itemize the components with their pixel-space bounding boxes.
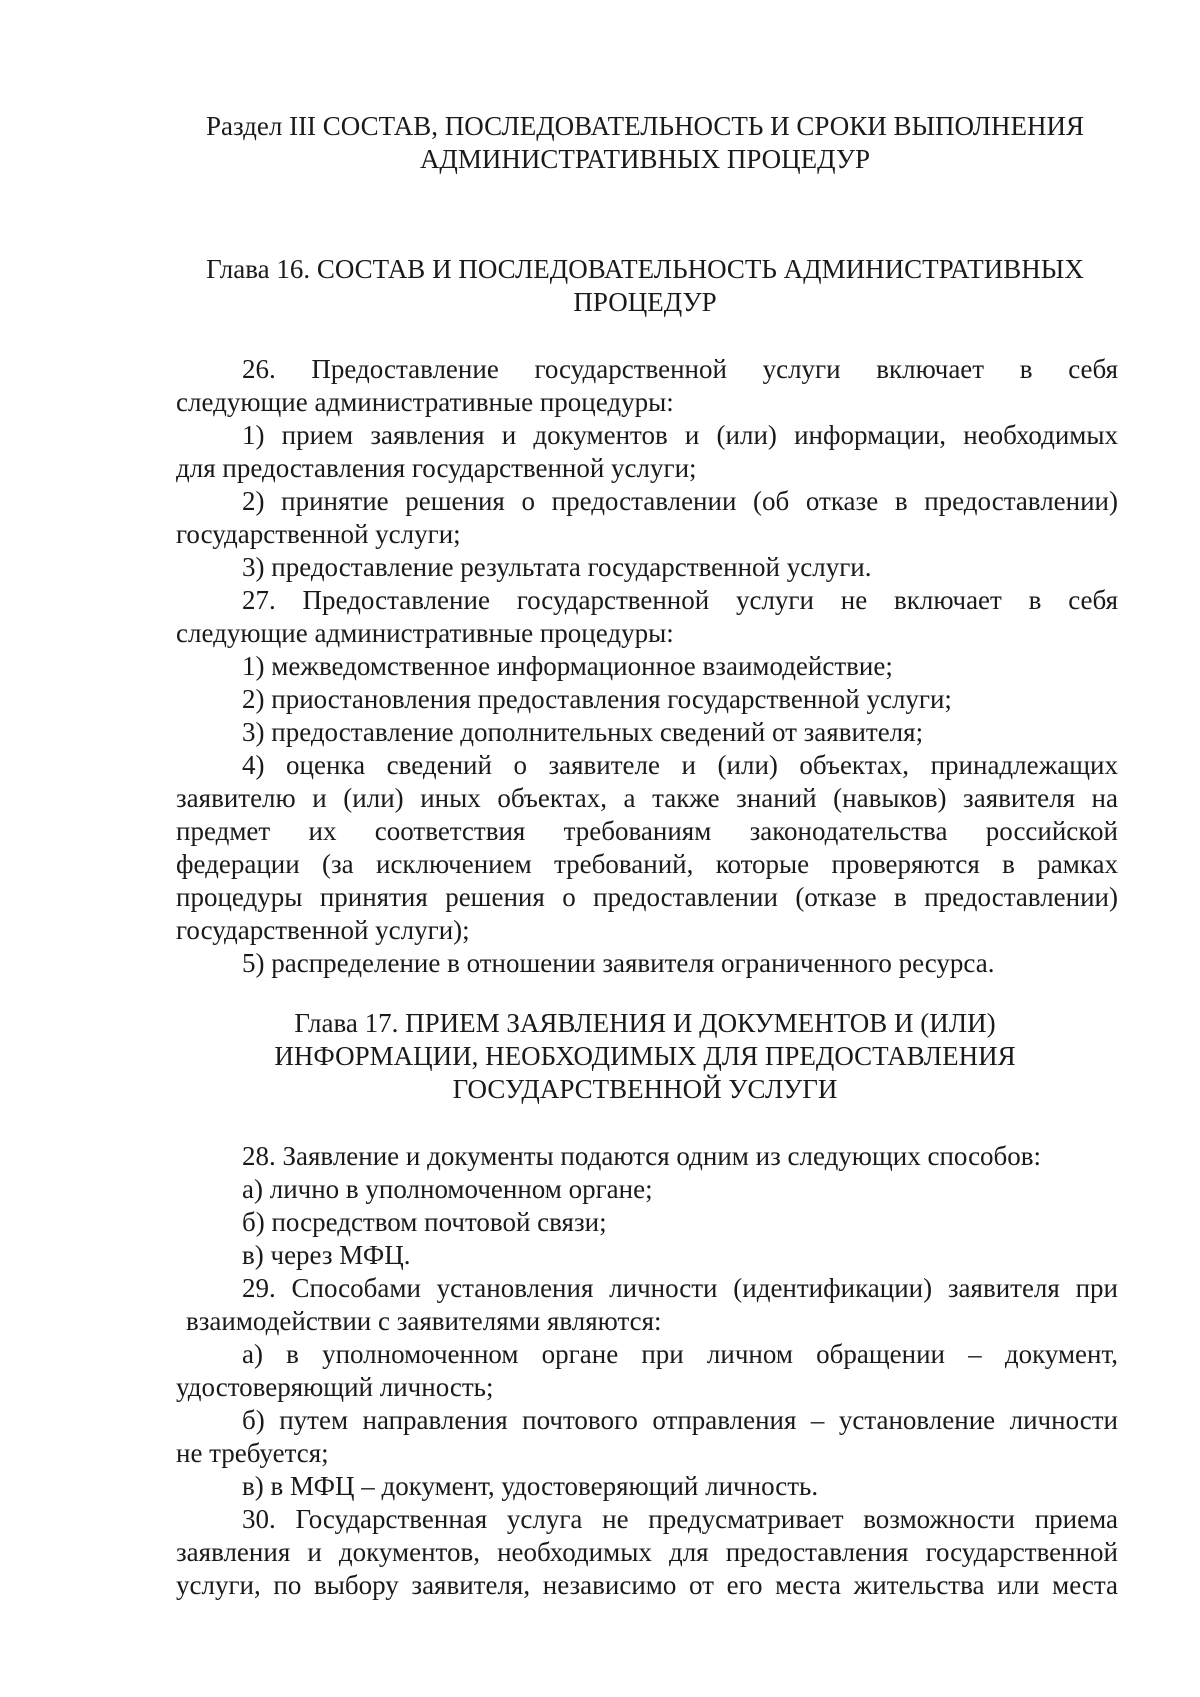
paragraph-30-line: заявления и документов, необходимых для предоставления государственной bbox=[176, 1537, 1118, 1567]
list-item: 3) предоставление дополнительных сведений от заявителя; bbox=[242, 717, 924, 747]
paragraph-27-line: следующие административные процедуры: bbox=[176, 618, 674, 648]
chapter-title-line: ГОСУДАРСТВЕННОЙ УСЛУГИ bbox=[452, 1074, 838, 1104]
list-item: государственной услуги); bbox=[176, 915, 470, 945]
chapter-16-title bbox=[150, 253, 1140, 319]
chapter-title-line: ПРОЦЕДУР bbox=[573, 287, 717, 317]
list-item: б) посредством почтовой связи; bbox=[242, 1207, 607, 1237]
list-item: предмет их соответствия требованиям законодательства российской bbox=[176, 816, 1118, 846]
list-item: а) в уполномоченном органе при личном обращении – документ, bbox=[242, 1339, 1118, 1369]
chapter-title-line: Глава 16. СОСТАВ И ПОСЛЕДОВАТЕЛЬНОСТЬ АДМИНИСТРАТИВНЫХ bbox=[206, 254, 1084, 284]
paragraph-27-line: 27. Предоставление государственной услуги не включает в себя bbox=[242, 585, 1118, 615]
list-item: 4) оценка сведений о заявителе и (или) объектах, принадлежащих bbox=[242, 750, 1118, 780]
chapter-title-line: ИНФОРМАЦИИ, НЕОБХОДИМЫХ ДЛЯ ПРЕДОСТАВЛЕНИЯ bbox=[274, 1041, 1016, 1071]
chapter-title-line: Глава 17. ПРИЕМ ЗАЯВЛЕНИЯ И ДОКУМЕНТОВ И (ИЛИ) bbox=[294, 1008, 996, 1038]
section-title-line: АДМИНИСТРАТИВНЫХ ПРОЦЕДУР bbox=[419, 144, 871, 174]
list-item: для предоставления государственной услуги; bbox=[176, 453, 697, 483]
paragraph-29-line: 29. Способами установления личности (идентификации) заявителя при bbox=[242, 1273, 1118, 1303]
paragraph-26-line: следующие административные процедуры: bbox=[176, 387, 674, 417]
paragraph-29-line: взаимодействии с заявителями являются: bbox=[186, 1306, 662, 1336]
paragraph-28-line: 28. Заявление и документы подаются одним из следующих способов: bbox=[242, 1141, 1042, 1171]
list-item: 2) приостановления предоставления государственной услуги; bbox=[242, 684, 952, 714]
list-item: в) через МФЦ. bbox=[242, 1240, 411, 1270]
list-item: государственной услуги; bbox=[176, 519, 461, 549]
paragraph-26-line: 26. Предоставление государственной услуги включает в себя bbox=[242, 354, 1118, 384]
list-item: не требуется; bbox=[176, 1438, 329, 1468]
section-title bbox=[150, 110, 1140, 176]
list-item: 2) принятие решения о предоставлении (об отказе в предоставлении) bbox=[242, 486, 1118, 516]
list-item: 3) предоставление результата государственной услуги. bbox=[242, 552, 872, 582]
list-item: 1) прием заявления и документов и (или) информации, необходимых bbox=[242, 420, 1118, 450]
paragraph-30-line: услуги, по выбору заявителя, независимо от его места жительства или места bbox=[176, 1570, 1118, 1600]
list-item: 1) межведомственное информационное взаимодействие; bbox=[242, 651, 893, 681]
section-title-line: Раздел III СОСТАВ, ПОСЛЕДОВАТЕЛЬНОСТЬ И СРОКИ ВЫПОЛНЕНИЯ bbox=[205, 111, 1085, 141]
paragraph-30-line: 30. Государственная услуга не предусматривает возможности приема bbox=[242, 1504, 1118, 1534]
list-item: б) путем направления почтового отправления – установление личности bbox=[242, 1405, 1118, 1435]
list-item: 5) распределение в отношении заявителя ограниченного ресурса. bbox=[242, 948, 995, 978]
list-item: процедуры принятия решения о предоставлении (отказе в предоставлении) bbox=[176, 882, 1118, 912]
list-item: заявителю и (или) иных объектах, а также знаний (навыков) заявителя на bbox=[176, 783, 1118, 813]
chapter-17-title bbox=[150, 1007, 1140, 1106]
list-item: федерации (за исключением требований, которые проверяются в рамках bbox=[176, 849, 1118, 879]
list-item: а) лично в уполномоченном органе; bbox=[242, 1174, 653, 1204]
list-item: удостоверяющий личность; bbox=[176, 1372, 494, 1402]
list-item: в) в МФЦ – документ, удостоверяющий личность. bbox=[242, 1471, 819, 1501]
